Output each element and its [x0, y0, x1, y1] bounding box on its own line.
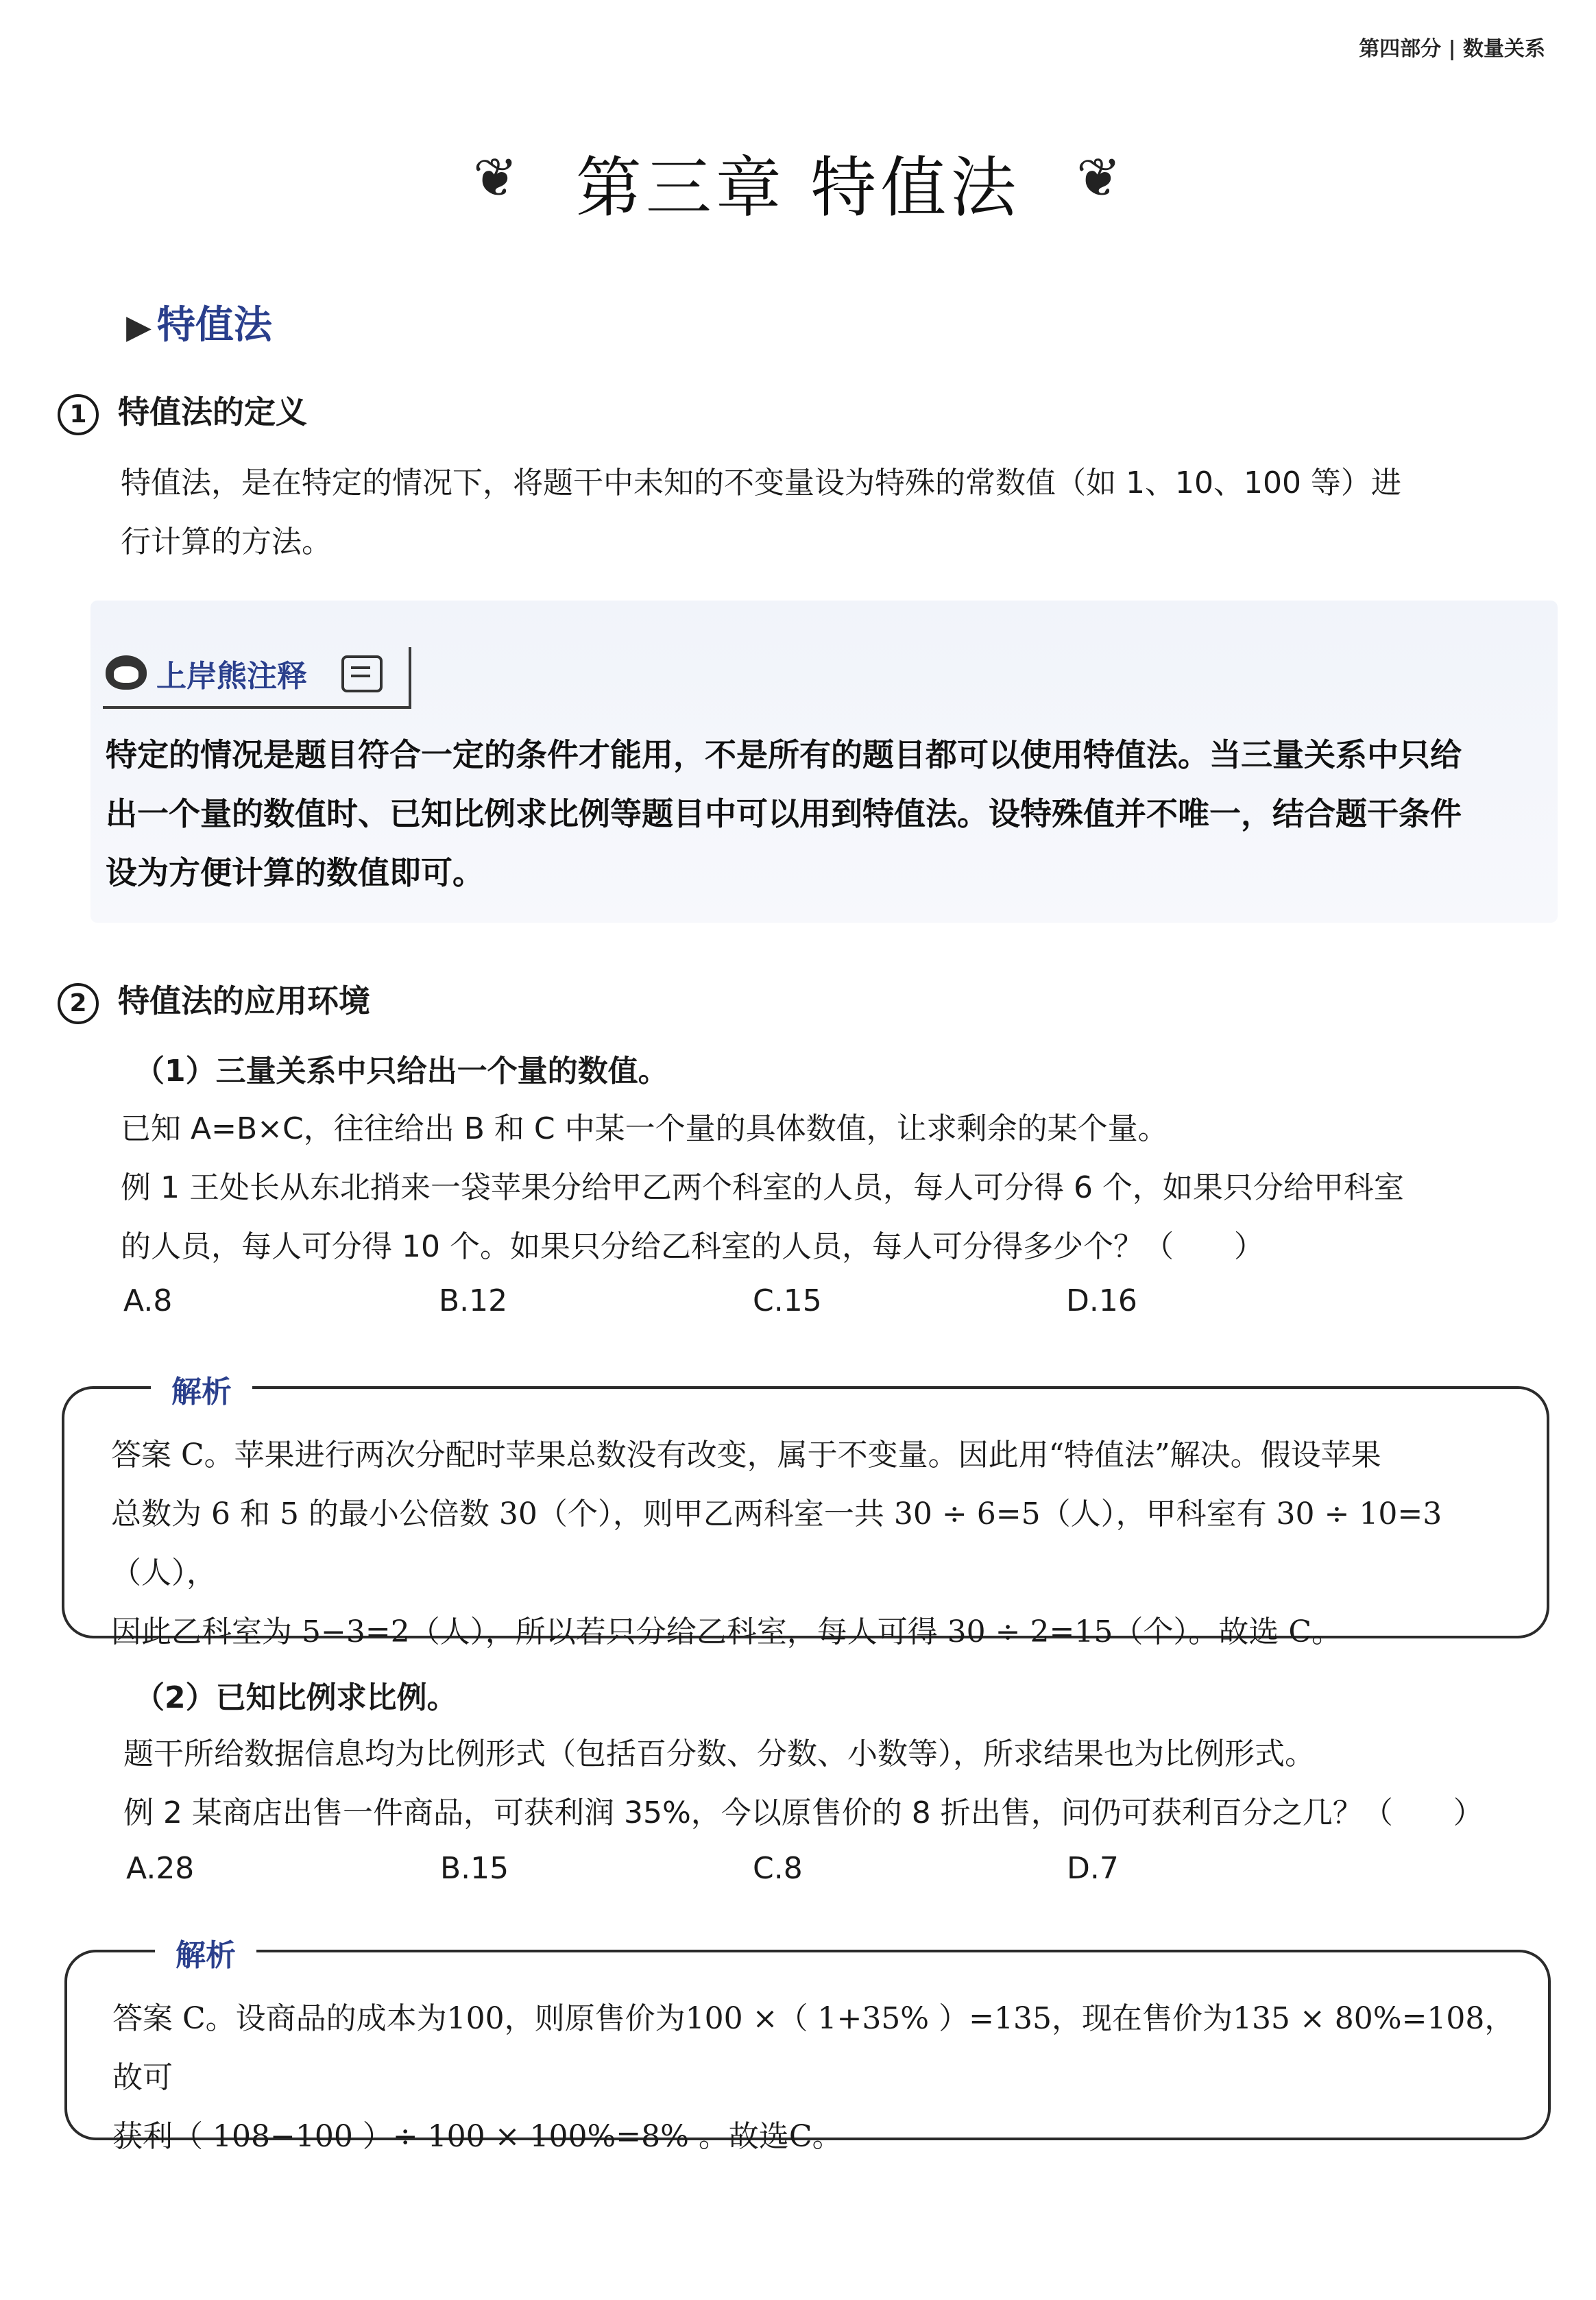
example2-option-c: C.8: [753, 1851, 803, 1886]
note-title: 上岸熊注释: [156, 659, 307, 694]
analysis1-text: [111, 1426, 1523, 1662]
example1-line: 例 1 王处长从东北捎来一袋苹果分给甲乙两个科室的人员，每人可分得 6 个，如果只分给甲科室: [121, 1170, 1404, 1205]
case1-body: [121, 1100, 1560, 1276]
section-title: 特值法: [156, 303, 272, 348]
analysis2-line: 获利（ 108−100 ）÷ 100 × 100%=8% 。故选C。: [112, 2119, 843, 2154]
analysis1-line: 因此乙科室为 5−3=2（人），所以若只分给乙科室，每人可得 30 ÷ 2=15（个）。故选 C。: [111, 1614, 1342, 1649]
analysis1-line: 总数为 6 和 5 的最小公倍数 30（个），则甲乙两科室一共 30 ÷ 6=5（人），甲科室有 30 ÷ 10=3（人），: [111, 1497, 1442, 1590]
note-line: 出一个量的数值时、已知比例求比例等题目中可以用到特值法。设特殊值并不唯一，结合题干条件: [106, 795, 1462, 832]
case1-title: （1）三量关系中只给出一个量的数值。: [134, 1054, 668, 1089]
example1-option-b: B.12: [439, 1283, 508, 1318]
case2-desc: 题干所给数据信息均为比例形式（包括百分数、分数、小数等），所求结果也为比例形式。: [123, 1736, 1315, 1771]
analysis1-line: 答案 C。苹果进行两次分配时苹果总数没有改变，属于不变量。因此用“特值法”解决。假设苹果: [111, 1438, 1381, 1473]
running-header: 第四部分 | 数量关系: [1359, 37, 1545, 61]
case1-desc: 已知 A=B×C，往往给出 B 和 C 中某一个量的具体数值，让求剩余的某个量。: [121, 1111, 1168, 1146]
example2-option-b: B.15: [440, 1851, 509, 1886]
definition-line: 行计算的方法。: [121, 524, 332, 559]
example2-option-a: A.28: [126, 1851, 195, 1886]
circled-number-2: 2: [58, 983, 99, 1024]
part2-heading: [58, 976, 370, 1024]
definition-paragraph: [121, 454, 1547, 572]
part2-heading-text: 特值法的应用环境: [118, 982, 370, 1019]
definition-line: 特值法，是在特定的情况下，将题干中未知的不变量设为特殊的常数值（如 1、10、100 等）进: [121, 465, 1401, 500]
triangle-marker-icon: ▶: [126, 308, 152, 346]
comment-icon: [341, 655, 383, 692]
example1-option-d: D.16: [1066, 1283, 1137, 1318]
example2-line: 例 2 某商店出售一件商品，可获利润 35%，今以原售价的 8 折出售，问仍可获利百分之几？（ ）: [123, 1795, 1484, 1830]
analysis1-label: 解析: [151, 1367, 252, 1411]
note-text: [106, 725, 1504, 902]
analysis2-line: 答案 C。设商品的成本为100，则原售价为100 ×（ 1+35% ）=135，现在售价为135 × 80%=108，故可: [112, 2001, 1515, 2095]
circled-number-1: 1: [58, 394, 99, 435]
analysis2-label: 解析: [155, 1930, 256, 1974]
example1-line: 的人员，每人可分得 10 个。如果只分给乙科室的人员，每人可分得多少个？（ ）: [121, 1229, 1264, 1264]
ornament-right-icon: ❦: [1076, 147, 1122, 209]
part1-heading-text: 特值法的定义: [118, 394, 307, 431]
case2-title: （2）已知比例求比例。: [134, 1680, 457, 1715]
part1-heading: [58, 387, 307, 435]
example1-option-a: A.8: [123, 1283, 173, 1318]
note-line: 特定的情况是题目符合一定的条件才能用，不是所有的题目都可以使用特值法。当三量关系中只给: [106, 736, 1462, 773]
analysis2-text: [112, 1989, 1525, 2166]
example2-option-d: D.7: [1067, 1851, 1119, 1886]
section-heading: [126, 295, 272, 350]
note-line: 设为方便计算的数值即可。: [106, 854, 484, 891]
ornament-left-icon: ❦: [473, 147, 518, 209]
case2-body: [123, 1725, 1563, 1843]
bear-mascot-icon: [106, 655, 147, 690]
chapter-title: 第三章 特值法: [575, 149, 1021, 226]
example1-option-c: C.15: [753, 1283, 822, 1318]
